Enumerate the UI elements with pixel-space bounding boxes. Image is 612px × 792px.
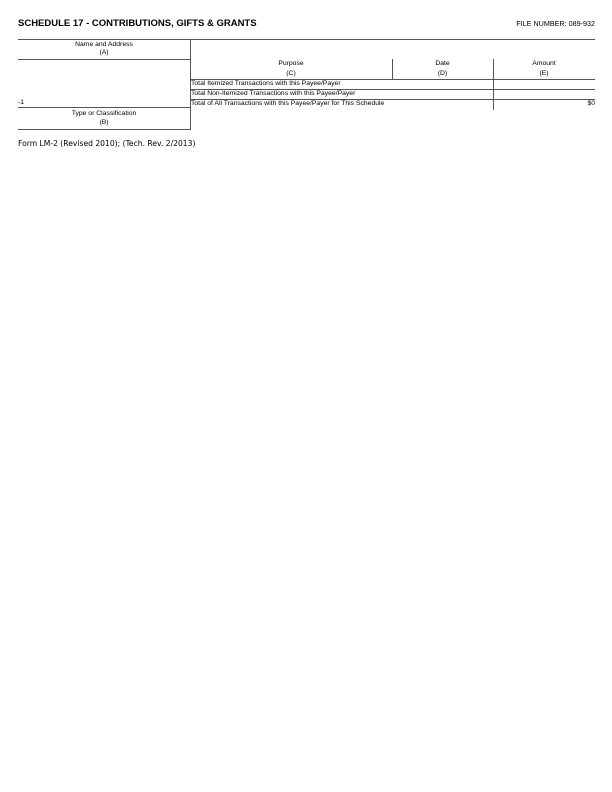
file-number: FILE NUMBER: 089-932 — [516, 19, 595, 28]
date-header: Date — [435, 60, 450, 67]
name-address-code: (A) — [99, 49, 109, 56]
name-address-header: Name and Address — [75, 41, 133, 48]
type-classification-code: (B) — [99, 119, 109, 126]
purpose-code: (C) — [286, 70, 296, 77]
bottom-left-border — [18, 129, 190, 130]
name-address-value: -1 — [18, 99, 25, 106]
all-transactions-total-value: $0 — [587, 100, 595, 107]
name-header-underline — [18, 59, 190, 60]
schedule-form — [18, 39, 595, 130]
non-itemized-total-label: Total Non-Itemized Transactions with this Payee/Payer — [191, 90, 356, 97]
purpose-header: Purpose — [278, 60, 304, 67]
name-section-bottom — [18, 107, 190, 108]
itemized-total-label: Total Itemized Transactions with this Payee/Payer — [191, 80, 341, 87]
type-classification-header: Type or Classification — [71, 110, 137, 117]
all-transactions-total-label: Total of All Transactions with this Payee/Payer for This Schedule — [191, 100, 385, 107]
date-code: (D) — [437, 70, 448, 77]
top-border — [18, 39, 595, 40]
amount-code: (E) — [539, 70, 549, 77]
form-revision-note: Form LM-2 (Revised 2010); (Tech. Rev. 2/2013) — [18, 139, 196, 148]
page-title: SCHEDULE 17 - CONTRIBUTIONS, GIFTS & GRANTS — [18, 18, 257, 29]
amount-header: Amount — [532, 60, 556, 67]
